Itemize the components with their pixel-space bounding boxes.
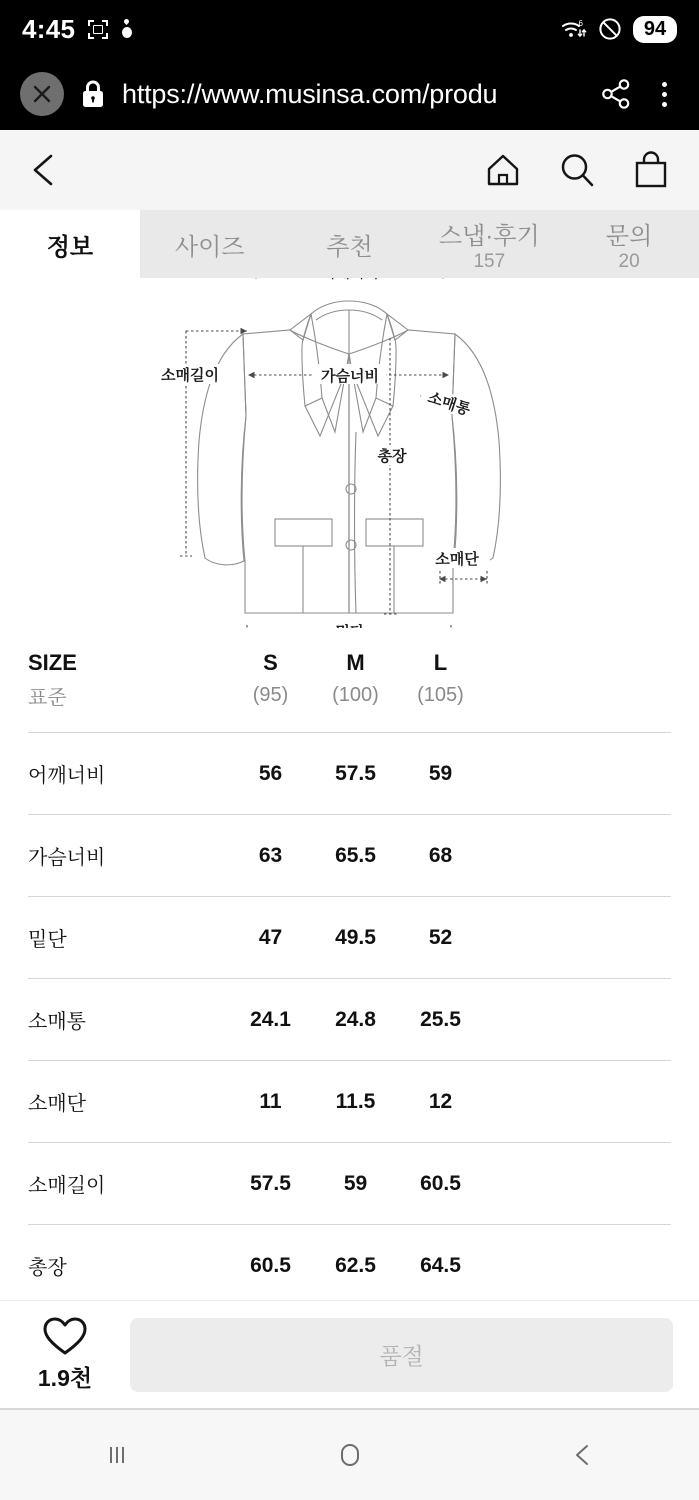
tab-label: 스냅·후기: [438, 222, 540, 250]
measure-value-l: 12: [398, 1061, 483, 1143]
measure-name: 가슴너비: [28, 815, 228, 897]
size-column-l: L: [433, 650, 448, 675]
measure-name: 밑단: [28, 897, 228, 979]
tab-label: 추천: [326, 233, 373, 261]
tab-recommend[interactable]: [280, 210, 420, 278]
table-row: [28, 1225, 671, 1307]
measure-value-s: 60.5: [228, 1225, 313, 1307]
browser-address-bar: [0, 58, 699, 130]
size-table-sub-label: 표준: [28, 687, 67, 709]
measure-value-l: 25.5: [398, 979, 483, 1061]
table-row: [28, 815, 671, 897]
tab-count: 20: [618, 250, 640, 272]
back-chevron-icon[interactable]: [548, 1429, 618, 1481]
table-row: [28, 979, 671, 1061]
measure-value-l: 59: [398, 733, 483, 815]
home-icon[interactable]: [481, 148, 525, 192]
measure-value-s: 57.5: [228, 1143, 313, 1225]
diagram-label-cuff: 소매단: [435, 551, 479, 568]
search-icon[interactable]: [555, 148, 599, 192]
heart-outline-icon: [42, 1316, 88, 1358]
measure-value-m: 11.5: [313, 1061, 398, 1143]
url-text[interactable]: https://www.musinsa.com/produ: [122, 78, 498, 109]
wifi-6-icon: [561, 18, 587, 40]
measure-name: 어깨너비: [28, 733, 228, 815]
measure-name: 소매통: [28, 979, 228, 1061]
size-table: [28, 628, 671, 1307]
diagram-label-hem: [336, 623, 365, 628]
size-table-area: [0, 628, 699, 1307]
home-circle-icon[interactable]: [315, 1429, 385, 1481]
measure-value-m: 65.5: [313, 815, 398, 897]
shopping-bag-icon[interactable]: [629, 148, 673, 192]
measure-value-m: 49.5: [313, 897, 398, 979]
lock-icon: [80, 79, 106, 109]
measure-value-s: 56: [228, 733, 313, 815]
share-icon[interactable]: [599, 77, 633, 111]
measure-value-s: 11: [228, 1061, 313, 1143]
bottom-action-bar: [0, 1300, 699, 1408]
measure-value-m: 24.8: [313, 979, 398, 1061]
tab-count: 157: [473, 250, 506, 272]
garment-measurement-diagram: [0, 278, 699, 628]
measure-value-l: 64.5: [398, 1225, 483, 1307]
diagram-label-sleeve-length: 소매길이: [161, 367, 219, 384]
table-row: [28, 897, 671, 979]
diagram-label-total: 총장: [377, 448, 407, 465]
measure-name: 총장: [28, 1225, 228, 1307]
table-row: [28, 1143, 671, 1225]
tab-snap-review[interactable]: [419, 210, 559, 278]
diagram-label-chest: 가슴너비: [321, 368, 379, 385]
diagram-label-sleeve-width: 소매통: [425, 389, 473, 419]
status-bar: [0, 0, 699, 58]
size-table-header-label: SIZE: [28, 650, 77, 675]
recents-icon[interactable]: [82, 1429, 152, 1481]
status-bar-right: [561, 16, 677, 43]
measure-name: 소매단: [28, 1061, 228, 1143]
measure-value-l: 52: [398, 897, 483, 979]
status-bar-left: [22, 14, 133, 45]
measure-name: 소매길이: [28, 1143, 228, 1225]
android-nav-bar: [0, 1408, 699, 1500]
size-sub-s: (95): [252, 684, 289, 706]
svg-text:6: 6: [578, 19, 583, 28]
like-button[interactable]: [26, 1316, 104, 1393]
tab-label: 사이즈: [174, 233, 245, 261]
size-sub-l: (105): [417, 684, 464, 706]
measure-value-l: 60.5: [398, 1143, 483, 1225]
table-row: [28, 733, 671, 815]
size-column-s: S: [263, 650, 278, 675]
measure-value-s: 24.1: [228, 979, 313, 1061]
battery-badge: 94: [633, 16, 677, 43]
measure-value-s: 47: [228, 897, 313, 979]
table-row: [28, 1061, 671, 1143]
screenshot-capture-icon: [88, 20, 108, 39]
tab-label: 문의: [605, 222, 653, 250]
overflow-menu-icon[interactable]: [649, 77, 679, 111]
like-count: 1.9천: [37, 1365, 93, 1391]
measure-value-m: 57.5: [313, 733, 398, 815]
close-icon[interactable]: [20, 72, 64, 116]
size-column-m: M: [346, 650, 365, 675]
tab-inquiry[interactable]: [559, 210, 699, 278]
size-sub-m: (100): [332, 684, 379, 706]
size-table-header-row: [28, 628, 671, 681]
water-drop-icon: [121, 19, 133, 39]
tab-label: 정보: [46, 233, 94, 261]
measure-value-l: 68: [398, 815, 483, 897]
back-chevron-icon[interactable]: [26, 148, 64, 192]
tab-info[interactable]: [0, 210, 140, 278]
diagram-label-shoulder: [321, 278, 379, 281]
do-not-disturb-icon: [598, 17, 622, 41]
app-header-actions: [481, 148, 673, 192]
size-table-subheader-row: [28, 681, 671, 733]
measure-value-m: 62.5: [313, 1225, 398, 1307]
app-header: [0, 130, 699, 210]
status-time: 4:45: [22, 13, 76, 44]
measure-value-m: 59: [313, 1143, 398, 1225]
tab-size[interactable]: [140, 210, 280, 278]
sold-out-button[interactable]: 품절: [130, 1318, 673, 1392]
measure-value-s: 63: [228, 815, 313, 897]
tab-bar: [0, 210, 699, 278]
